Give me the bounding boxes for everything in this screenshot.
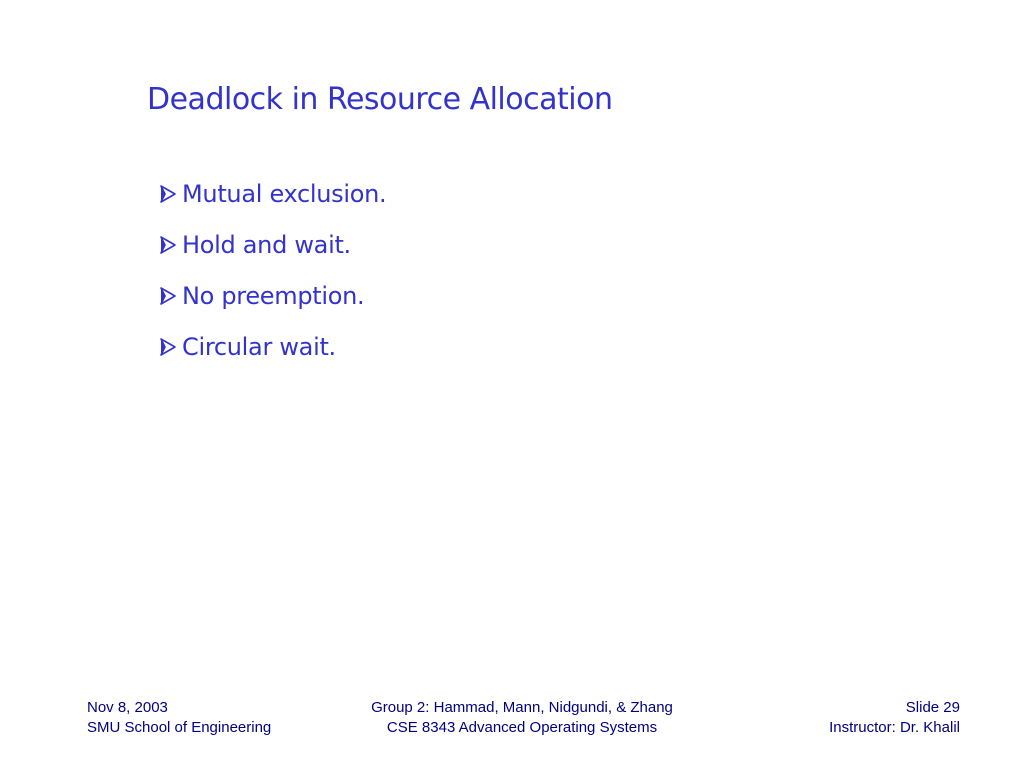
bullet-text: Hold and wait.	[182, 230, 351, 259]
footer-left	[87, 698, 271, 738]
footer-instructor: Instructor: Dr. Khalil	[829, 719, 960, 736]
footer-date: Nov 8, 2003	[87, 699, 168, 716]
bullet-item-hold-and-wait	[158, 219, 386, 270]
arrow-bullet-icon	[158, 235, 178, 255]
arrow-bullet-icon	[158, 337, 178, 357]
bullet-item-circular-wait	[158, 321, 386, 372]
bullet-item-no-preemption	[158, 270, 386, 321]
bullet-item-mutual-exclusion	[158, 168, 386, 219]
footer-center	[322, 698, 722, 738]
footer-right	[829, 698, 960, 738]
bullet-text: Mutual exclusion.	[182, 179, 387, 208]
bullet-list	[158, 168, 386, 372]
bullet-text: No preemption.	[182, 281, 365, 310]
footer-course: CSE 8343 Advanced Operating Systems	[386, 719, 658, 736]
bullet-text: Circular wait.	[182, 332, 336, 361]
slide-title: Deadlock in Resource Allocation	[147, 82, 613, 117]
arrow-bullet-icon	[158, 286, 178, 306]
footer-slide-number: Slide 29	[905, 699, 960, 716]
arrow-bullet-icon	[158, 184, 178, 204]
footer-school: SMU School of Engineering	[87, 719, 272, 736]
footer-group: Group 2: Hammad, Mann, Nidgundi, & Zhang	[371, 699, 673, 716]
